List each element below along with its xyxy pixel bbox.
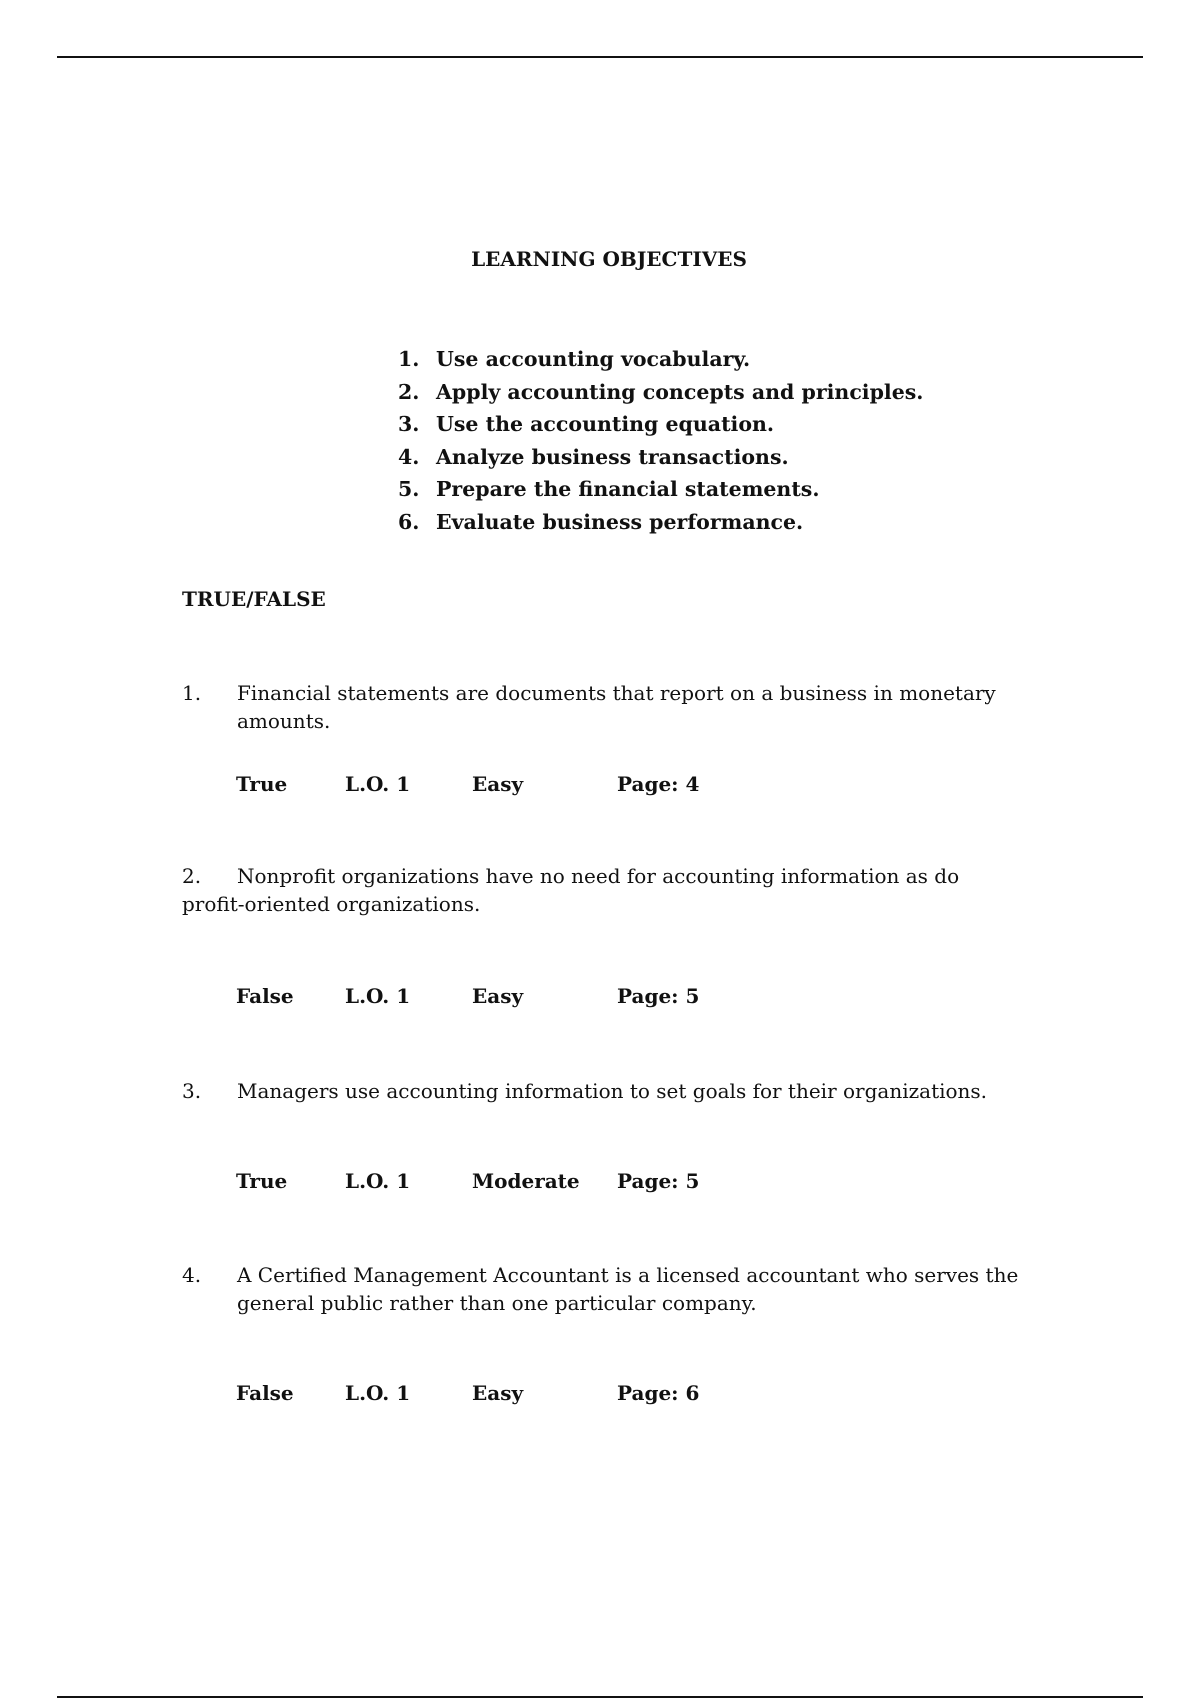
objective-text: Use the accounting equation. xyxy=(436,412,775,436)
learning-objective-ref: L.O. 1 xyxy=(345,772,411,796)
difficulty: Moderate xyxy=(472,1169,580,1193)
question-text: Financial statements are documents that report on a business in monetary amounts. xyxy=(237,681,996,733)
question-number: 2. xyxy=(182,864,202,888)
section-title: TRUE/FALSE xyxy=(182,587,326,611)
answer: True xyxy=(236,1169,288,1193)
page-heading: LEARNING OBJECTIVES xyxy=(471,247,747,271)
question-2 xyxy=(182,862,1002,918)
objective-item xyxy=(398,473,923,506)
question-4 xyxy=(182,1261,1037,1317)
learning-objectives-list xyxy=(398,343,923,538)
question-text: A Certified Management Accountant is a licensed accountant who serves the general public rather than one particular company. xyxy=(237,1263,1019,1315)
objective-number: 4. xyxy=(398,444,420,469)
question-1 xyxy=(182,679,1062,735)
page-ref: Page: 5 xyxy=(617,1169,700,1193)
question-text: Managers use accounting information to set goals for their organizations. xyxy=(237,1079,988,1103)
objective-item xyxy=(398,408,923,441)
question-text: Nonprofit organizations have no need for accounting information as do profit-oriented organizations. xyxy=(182,864,960,916)
objective-item xyxy=(398,441,923,474)
page-ref: Page: 6 xyxy=(617,1381,700,1405)
objective-number: 3. xyxy=(398,412,420,436)
difficulty: Easy xyxy=(472,772,524,796)
question-number: 3. xyxy=(182,1079,202,1103)
objective-number: 2. xyxy=(398,379,420,404)
question-number: 4. xyxy=(182,1263,202,1287)
answer: True xyxy=(236,772,288,796)
learning-objective-ref: L.O. 1 xyxy=(345,984,411,1008)
difficulty: Easy xyxy=(472,1381,524,1405)
page-ref: Page: 4 xyxy=(617,772,700,796)
answer: False xyxy=(236,1381,294,1405)
objective-text: Analyze business transactions. xyxy=(436,444,789,469)
top-rule xyxy=(57,56,1143,58)
objective-item xyxy=(398,343,923,376)
objective-item xyxy=(398,376,923,409)
learning-objective-ref: L.O. 1 xyxy=(345,1381,411,1405)
question-3 xyxy=(182,1077,1062,1105)
objective-text: Apply accounting concepts and principles. xyxy=(436,379,924,404)
answer: False xyxy=(236,984,294,1008)
objective-number: 5. xyxy=(398,477,420,501)
page-ref: Page: 5 xyxy=(617,984,700,1008)
bottom-rule xyxy=(57,1696,1143,1698)
learning-objective-ref: L.O. 1 xyxy=(345,1169,411,1193)
objective-text: Use accounting vocabulary. xyxy=(436,347,751,371)
objective-item xyxy=(398,506,923,539)
objective-number: 1. xyxy=(398,347,420,371)
objective-number: 6. xyxy=(398,509,420,534)
difficulty: Easy xyxy=(472,984,524,1008)
objective-text: Evaluate business performance. xyxy=(436,509,804,534)
question-number: 1. xyxy=(182,681,202,705)
objective-text: Prepare the financial statements. xyxy=(436,477,820,501)
